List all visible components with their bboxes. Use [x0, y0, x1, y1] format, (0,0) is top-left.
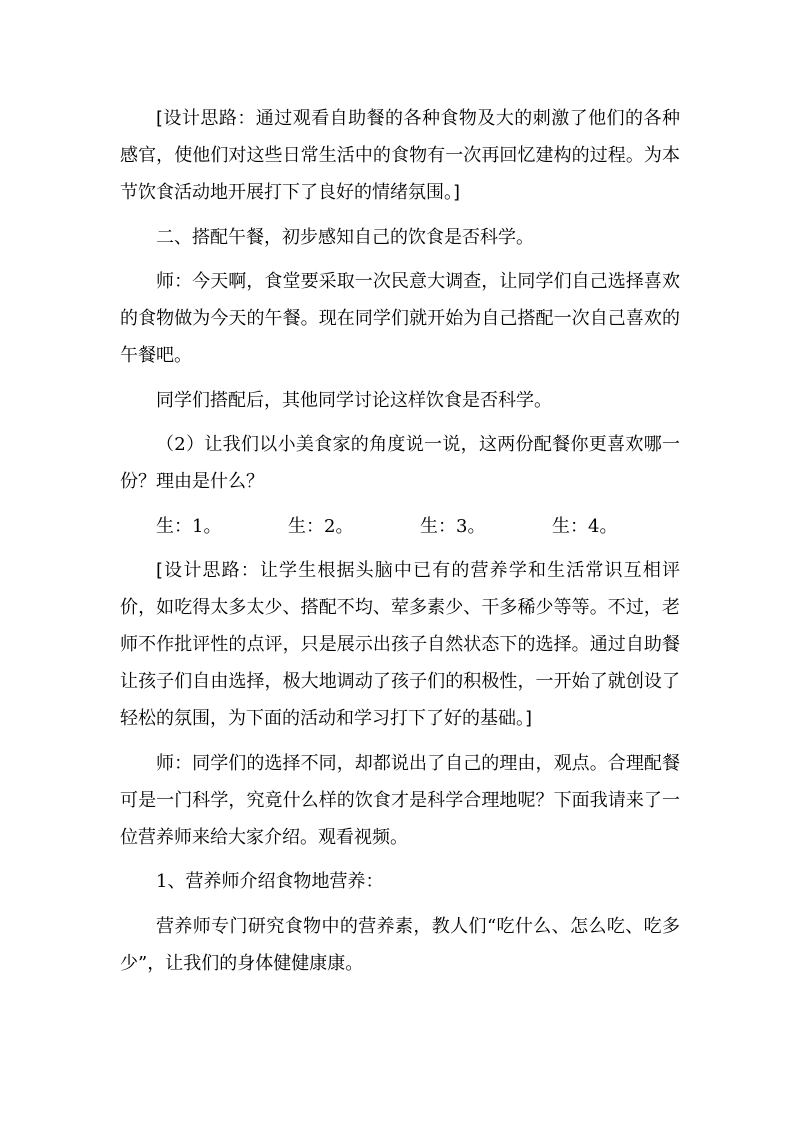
section-heading: 1、营养师介绍食物地营养： — [156, 871, 384, 892]
student-discussion-paragraph: 同学们搭配后，其他同学讨论这样饮食是否科学。 — [156, 389, 552, 411]
design-note-paragraph: [设计思路：让学生根据头脑中已有的营养学和生活常识互相评价，如吃得太多太少、搭配不均、荤多素少、干多稀少等等。不过，老师不作批评性的点评，只是展示出孩子自然状态下的选择。通过自助餐让孩子们自由选择，极大地调动了孩子们的积极性，一开始了就创设了轻松的氛围，为下面的活动和学习打下了好的基础。] — [120, 560, 680, 729]
student-answer-4: 生：4。 — [552, 515, 618, 537]
student-answer-3: 生：3。 — [420, 515, 486, 537]
document-body — [120, 100, 680, 989]
question-paragraph: （2）让我们以小美食家的角度说一说，这两份配餐你更喜欢哪一份？理由是什么？ — [120, 434, 680, 492]
section-heading: 二、搭配午餐，初步感知自己的饮食是否科学。 — [156, 226, 534, 248]
nutritionist-paragraph: 营养师专门研究食物中的营养素，教人们“吃什么、怎么吃、吃多少”，让我们的身体健健康康。 — [120, 915, 680, 974]
teacher-speech-paragraph: 师：同学们的选择不同，却都说出了自己的理由，观点。合理配餐可是一门科学，究竟什么样的饮食才是科学合理地呢？下面我请来了一位营养师来给大家介绍。观看视频。 — [120, 752, 680, 848]
student-answers-row — [120, 508, 680, 545]
design-note-paragraph: [设计思路：通过观看自助餐的各种食物及大的刺激了他们的各种感官，使他们对这些日常生活中的食物有一次再回忆建构的过程。为本节饮食活动地开展打下了良好的情绪氛围。] — [120, 108, 680, 203]
student-answer-1: 生：1。 — [156, 515, 222, 537]
teacher-speech-paragraph: 师：今天啊，食堂要采取一次民意大调查，让同学们自己选择喜欢的食物做为今天的午餐。现在同学们就开始为自己搭配一次自己喜欢的午餐吧。 — [120, 271, 680, 366]
student-answer-2: 生：2。 — [288, 515, 354, 537]
